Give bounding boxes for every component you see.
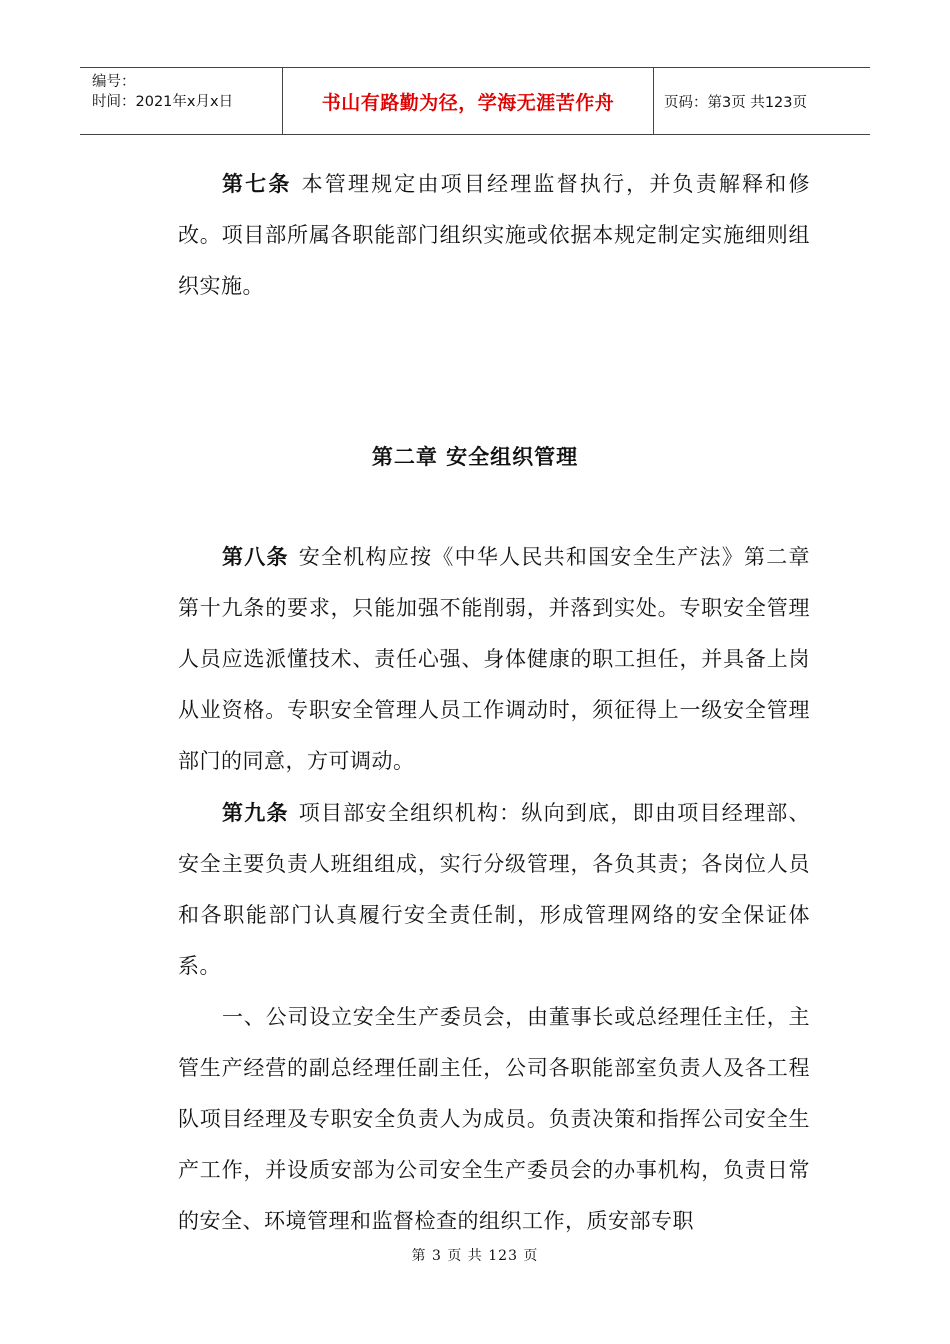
page-header [80, 67, 870, 135]
article-number: 第七条 [222, 171, 292, 196]
article-number: 第九条 [222, 800, 289, 825]
document-number-label: 编号： [92, 74, 136, 90]
chapter-title: 第二章 安全组织管理 [371, 444, 579, 469]
paragraph-text: 一、公司设立安全生产委员会，由董事长或总经理任主任，主管生产经营的副总经理任副主任，公司各职能部室负责人及各工程队项目经理及专职安全负责人为成员。负责决策和指挥公司安全生产工作，并设质安部为公司安全生产委员会的办事机构，负责日常的安全、环境管理和监督检查的组织工作，质安部专职 [178, 1005, 810, 1233]
section-2 [178, 531, 810, 1247]
article-paragraph [178, 531, 810, 787]
header-meta [80, 68, 282, 134]
section-1 [178, 158, 810, 312]
list-paragraph [178, 992, 810, 1247]
article-paragraph [178, 158, 810, 312]
page-footer: 第 3 页 共 123 页 [411, 1248, 539, 1264]
article-text: 本管理规定由项目经理监督执行，并负责解释和修改。项目部所属各职能部门组织实施或依据本规定制定实施细则组织实施。 [178, 172, 810, 298]
article-text: 安全机构应按《中华人民共和国安全生产法》第二章第十九条的要求，只能加强不能削弱，并落到实处。专职安全管理人员应选派懂技术、责任心强、身体健康的职工担任，并具备上岗从业资格。专职安全管理人员工作调动时，须征得上一级安全管理部门的同意，方可调动。 [178, 545, 810, 773]
article-text: 项目部安全组织机构：纵向到底，即由项目经理部、安全主要负责人班组组成，实行分级管理，各负其责；各岗位人员和各职能部门认真履行安全责任制，形成管理网络的安全保证体系。 [178, 801, 810, 978]
header-page-info: 页码：第3页 共123页 [664, 94, 808, 111]
article-paragraph [178, 787, 810, 992]
document-date: 时间：2021年x月x日 [92, 94, 234, 110]
header-motto: 书山有路勤为径，学海无涯苦作舟 [282, 68, 654, 134]
article-number: 第八条 [222, 544, 289, 569]
